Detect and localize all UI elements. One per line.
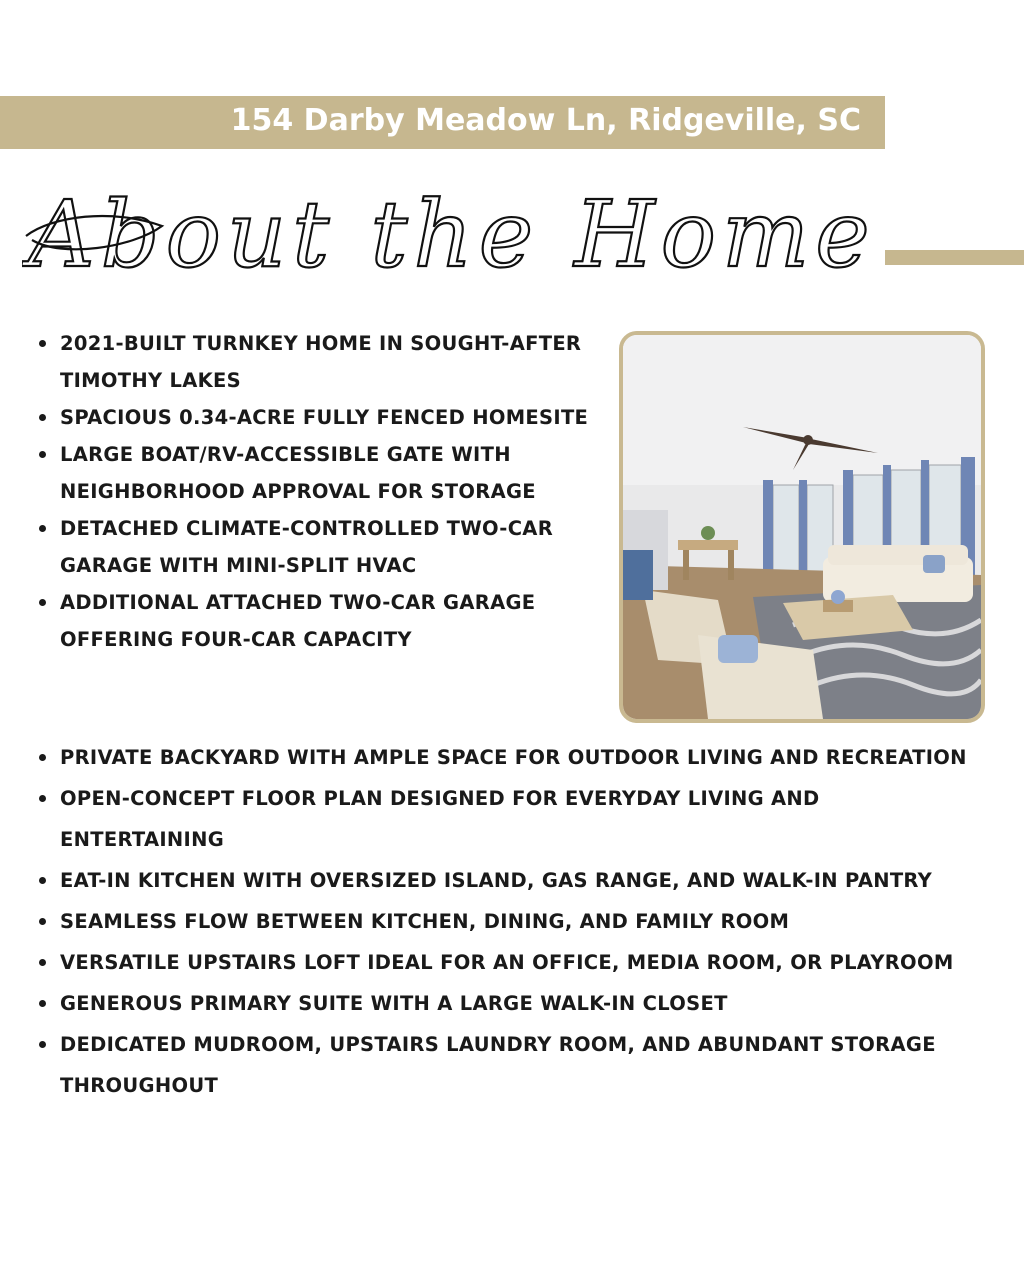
title-rule <box>885 250 1024 265</box>
living-room-photo-icon <box>623 335 981 719</box>
list-item: LARGE BOAT/RV-ACCESSIBLE GATE WITH NEIGHBORHOOD APPROVAL FOR STORAGE <box>36 436 596 510</box>
list-item: SEAMLESS FLOW BETWEEN KITCHEN, DINING, AND FAMILY ROOM <box>36 901 976 942</box>
page-title <box>22 178 882 288</box>
list-item: SPACIOUS 0.34-ACRE FULLY FENCED HOMESITE <box>36 399 596 436</box>
features-list-top <box>36 325 596 658</box>
address-banner <box>0 96 885 149</box>
list-item: VERSATILE UPSTAIRS LOFT IDEAL FOR AN OFFICE, MEDIA ROOM, OR PLAYROOM <box>36 942 976 983</box>
living-room-photo <box>619 331 985 723</box>
script-title-lettering <box>22 178 882 288</box>
list-item: DETACHED CLIMATE-CONTROLLED TWO-CAR GARAGE WITH MINI-SPLIT HVAC <box>36 510 596 584</box>
list-item: PRIVATE BACKYARD WITH AMPLE SPACE FOR OUTDOOR LIVING AND RECREATION <box>36 737 976 778</box>
title-text: About the Home <box>28 181 876 288</box>
address-text: 154 Darby Meadow Ln, Ridgeville, SC <box>230 103 861 138</box>
list-item: ADDITIONAL ATTACHED TWO-CAR GARAGE OFFERING FOUR-CAR CAPACITY <box>36 584 596 658</box>
list-item: OPEN-CONCEPT FLOOR PLAN DESIGNED FOR EVERYDAY LIVING AND ENTERTAINING <box>36 778 976 860</box>
list-item: DEDICATED MUDROOM, UPSTAIRS LAUNDRY ROOM, AND ABUNDANT STORAGE THROUGHOUT <box>36 1024 976 1106</box>
list-item: GENEROUS PRIMARY SUITE WITH A LARGE WALK-IN CLOSET <box>36 983 976 1024</box>
list-item: 2021-BUILT TURNKEY HOME IN SOUGHT-AFTER TIMOTHY LAKES <box>36 325 596 399</box>
features-list-bottom <box>36 737 976 1106</box>
list-item: EAT-IN KITCHEN WITH OVERSIZED ISLAND, GAS RANGE, AND WALK-IN PANTRY <box>36 860 976 901</box>
